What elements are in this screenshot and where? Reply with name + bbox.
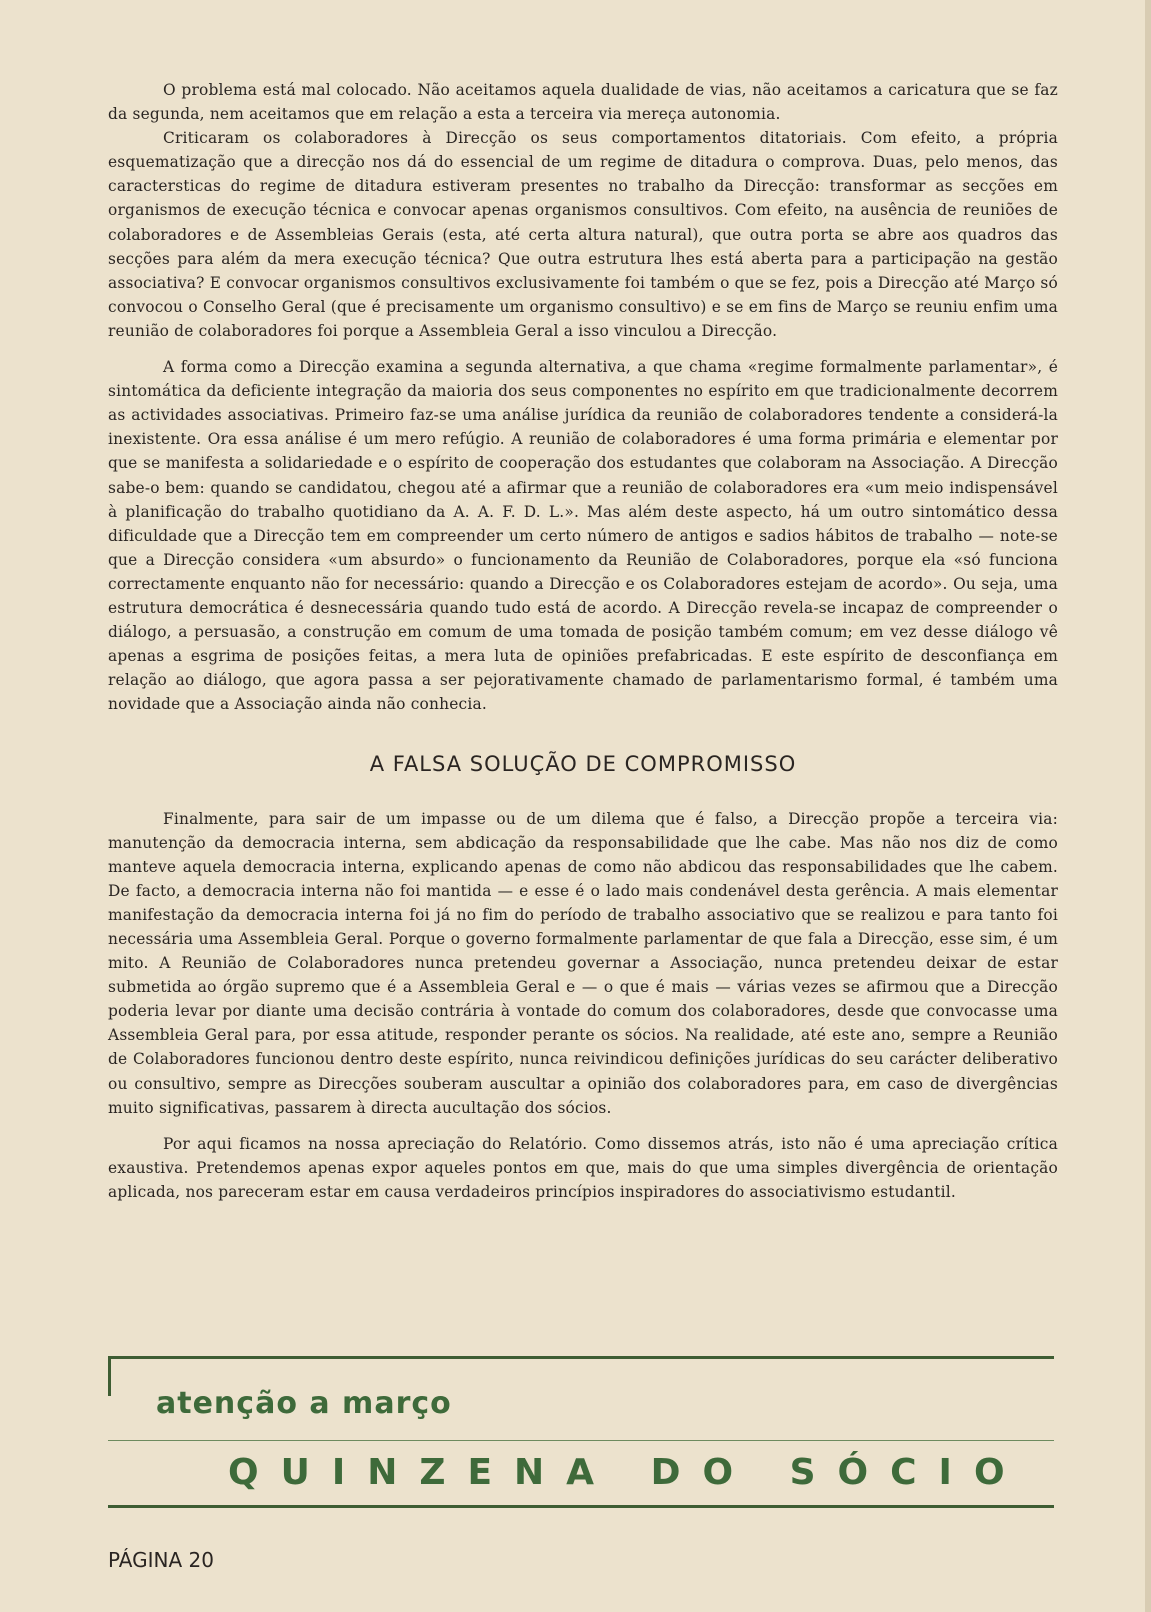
paragraph: Criticaram os colaboradores à Direcção os seus comportamentos ditatoriais. Com efeito, a própria esquematização que a direcção nos dá do essencial de um regime de ditadura o comprova. Duas, pelo menos, das caractersticas do regime de ditadura estiveram presentes no trabalho da Direcção: transformar as secções em organismos de execução técnica e convocar apenas organismos consultivos. Com efeito, na ausência de reuniões de colaboradores e de Assembleias Gerais (esta, até certa altura natural), que outra porta se abre aos quadros das secções para além da mera execução técnica? Que outra estrutura lhes está aberta para a participação na gestão associativa? E convocar organismos consultivos exclusivamente foi também o que se fez, pois a Direcção até Março só convocou o Conselho Geral (que é precisamente um organismo consultivo) e se em fins de Março se reuniu enfim uma reunião de colaboradores foi porque a Assembleia Geral a isso vinculou a Direcção. bbox=[108, 129, 1058, 340]
page-edge bbox=[1145, 0, 1151, 1612]
announcement-title: QUINZENA DO SÓCIO bbox=[228, 1452, 1027, 1493]
box-top-rule bbox=[108, 1356, 1054, 1359]
paragraph: O problema está mal colocado. Não aceitamos aquela dualidade de vias, não aceitamos a caricatura que se faz da segunda, nem aceitamos que em relação a esta a terceira via mereça autonomia. bbox=[108, 81, 1058, 124]
announcement-box bbox=[108, 1356, 1054, 1508]
box-bottom-rule bbox=[108, 1505, 1054, 1508]
section-title: A FALSA SOLUÇÃO DE COMPROMISSO bbox=[369, 752, 797, 777]
paragraph: Finalmente, para sair de um impasse ou de um dilema que é falso, a Direcção propõe a terceira via: manutenção da democracia interna, sem abdicação da responsabilidade que lhe cabe. Mas não nos diz de como manteve aquela democracia interna, explicando apenas de como não abdicou das responsabilidades que lhe cabem. De facto, a democracia interna não foi mantida — e esse é o lado mais condenável desta gerência. A mais elementar manifestação da democracia interna foi já no fim do período de trabalho associativo que se realizou e para tanto foi necessária uma Assembleia Geral. Porque o governo formalmente parlamentar de que fala a Direcção, esse sim, é um mito. A Reunião de Colaboradores nunca pretendeu governar a Associação, nunca pretendeu deixar de estar submetida ao órgão supremo que é a Assembleia Geral e — o que é mais — várias vezes se afirmou que a Direcção poderia levar por diante uma decisão contrária à vontade do comum dos colaboradores, desde que convocasse uma Assembleia Geral para, por essa atitude, responder perante os sócios. Na realidade, até este ano, sempre a Reunião de Colaboradores funcionou dentro deste espírito, nunca reivindicou definições jurídicas do seu carácter deliberativo ou consultivo, sempre as Direcções souberam auscultar a opinião dos colaboradores para, em caso de divergências muito significativas, passarem à directa aucultação dos sócios. bbox=[108, 809, 1058, 1117]
box-middle-rule bbox=[108, 1440, 1054, 1441]
page-number: PÁGINA 20 bbox=[108, 1548, 214, 1572]
article-body bbox=[108, 78, 1058, 1204]
paragraph: A forma como a Direcção examina a segunda alternativa, a que chama «regime formalmente parlamentar», é sintomática da deficiente integração da maioria dos seus componentes no espírito em que tradicionalmente decorrem as actividades associativas. Primeiro faz-se uma análise jurídica da reunião de colaboradores tendente a considerá-la inexistente. Ora essa análise é um mero refúgio. A reunião de colaboradores é uma forma primária e elementar por que se manifesta a solidariedade e o espírito de cooperação dos estudantes que colaboram na Associação. A Direcção sabe-o bem: quando se candidatou, chegou até a afirmar que a reunião de colaboradores era «um meio indispensável à planificação do trabalho quotidiano da A. A. F. D. L.». Mas além deste aspecto, há um outro sintomático dessa dificuldade que a Direcção tem em compreender um certo número de antigos e sadios hábitos de trabalho — note-se que a Direcção considera «um absurdo» o funcionamento da Reunião de Colaboradores, porque ela «só funciona correctamente enquanto não for necessário: quando a Direcção e os Colaboradores estejam de acordo». Ou seja, uma estrutura democrática é desnecessária quando tudo está de acordo. A Direcção revela-se incapaz de compreender o diálogo, a persuasão, a construção em comum de uma tomada de posição também comum; em vez desse diálogo vê apenas a esgrima de posições feitas, a mera luta de opiniões prefabricadas. E este espírito de desconfiança em relação ao diálogo, que agora passa a ser pejorativamente chamado de parlamentarismo formal, é também uma novidade que a Associação ainda não conhecia. bbox=[108, 358, 1058, 714]
announcement-subtitle: atenção a março bbox=[156, 1386, 452, 1421]
paragraph: Por aqui ficamos na nossa apreciação do Relatório. Como dissemos atrás, isto não é uma apreciação crítica exaustiva. Pretendemos apenas expor aqueles pontos em que, mais do que uma simples divergência de orientação aplicada, nos pareceram estar em causa verdadeiros princípios inspiradores do associativismo estudantil. bbox=[108, 1134, 1058, 1201]
box-left-rule bbox=[108, 1356, 111, 1396]
